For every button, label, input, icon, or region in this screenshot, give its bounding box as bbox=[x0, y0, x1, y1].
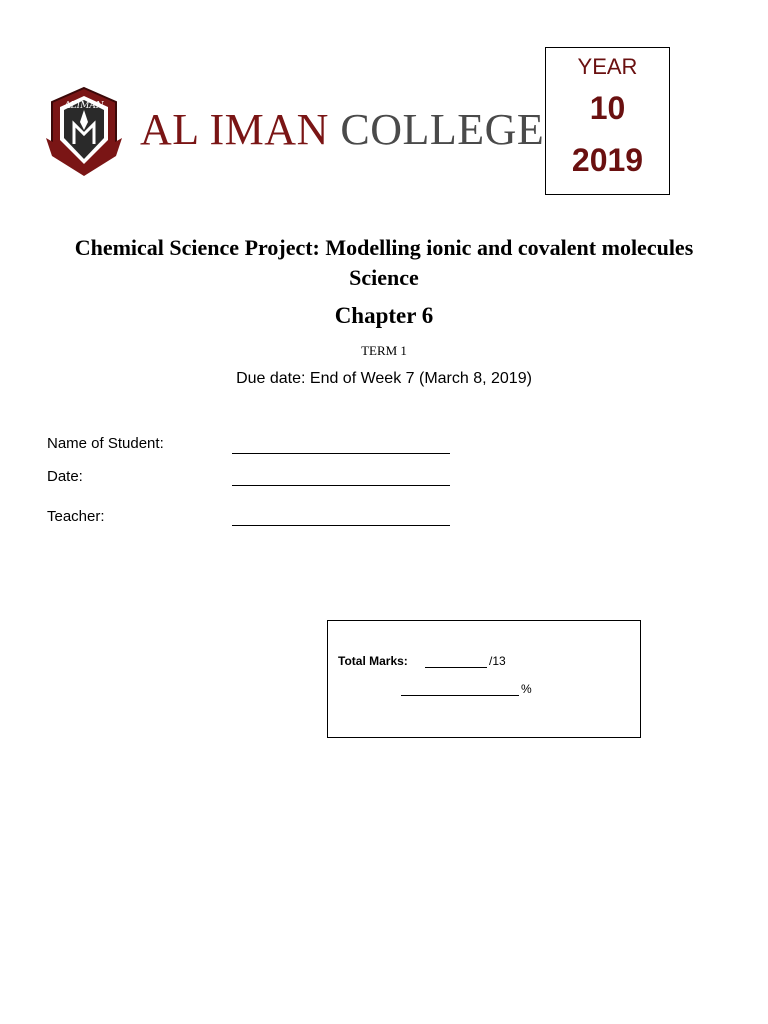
marks-score-line[interactable] bbox=[425, 667, 487, 668]
teacher-line[interactable] bbox=[232, 525, 450, 526]
year-label: YEAR bbox=[577, 54, 638, 79]
total-marks-box bbox=[327, 620, 641, 738]
college-logo bbox=[44, 86, 124, 178]
svg-text:ALIMAN: ALIMAN bbox=[64, 101, 104, 111]
college-name-rest: COLLEGE bbox=[340, 105, 545, 154]
student-name-label: Name of Student: bbox=[47, 435, 164, 452]
year-box bbox=[545, 47, 670, 195]
year-number: 10 bbox=[589, 90, 626, 126]
total-marks-label: Total Marks: bbox=[338, 654, 408, 668]
year-value: 2019 bbox=[571, 142, 644, 178]
college-name-accent: AL IMAN bbox=[140, 105, 329, 154]
term-label: TERM 1 bbox=[361, 343, 407, 358]
student-name-line[interactable] bbox=[232, 453, 450, 454]
marks-percent-line[interactable] bbox=[401, 695, 519, 696]
teacher-label: Teacher: bbox=[47, 508, 105, 525]
project-title: Chemical Science Project: Modelling ionic and covalent molecules Science bbox=[74, 235, 694, 290]
date-line[interactable] bbox=[232, 485, 450, 486]
due-date: Due date: End of Week 7 (March 8, 2019) bbox=[236, 370, 532, 387]
marks-percent-sign: % bbox=[521, 682, 532, 696]
marks-out-of: /13 bbox=[489, 654, 506, 668]
date-label: Date: bbox=[47, 468, 83, 485]
college-name bbox=[140, 105, 545, 154]
chapter-heading: Chapter 6 bbox=[334, 303, 434, 328]
